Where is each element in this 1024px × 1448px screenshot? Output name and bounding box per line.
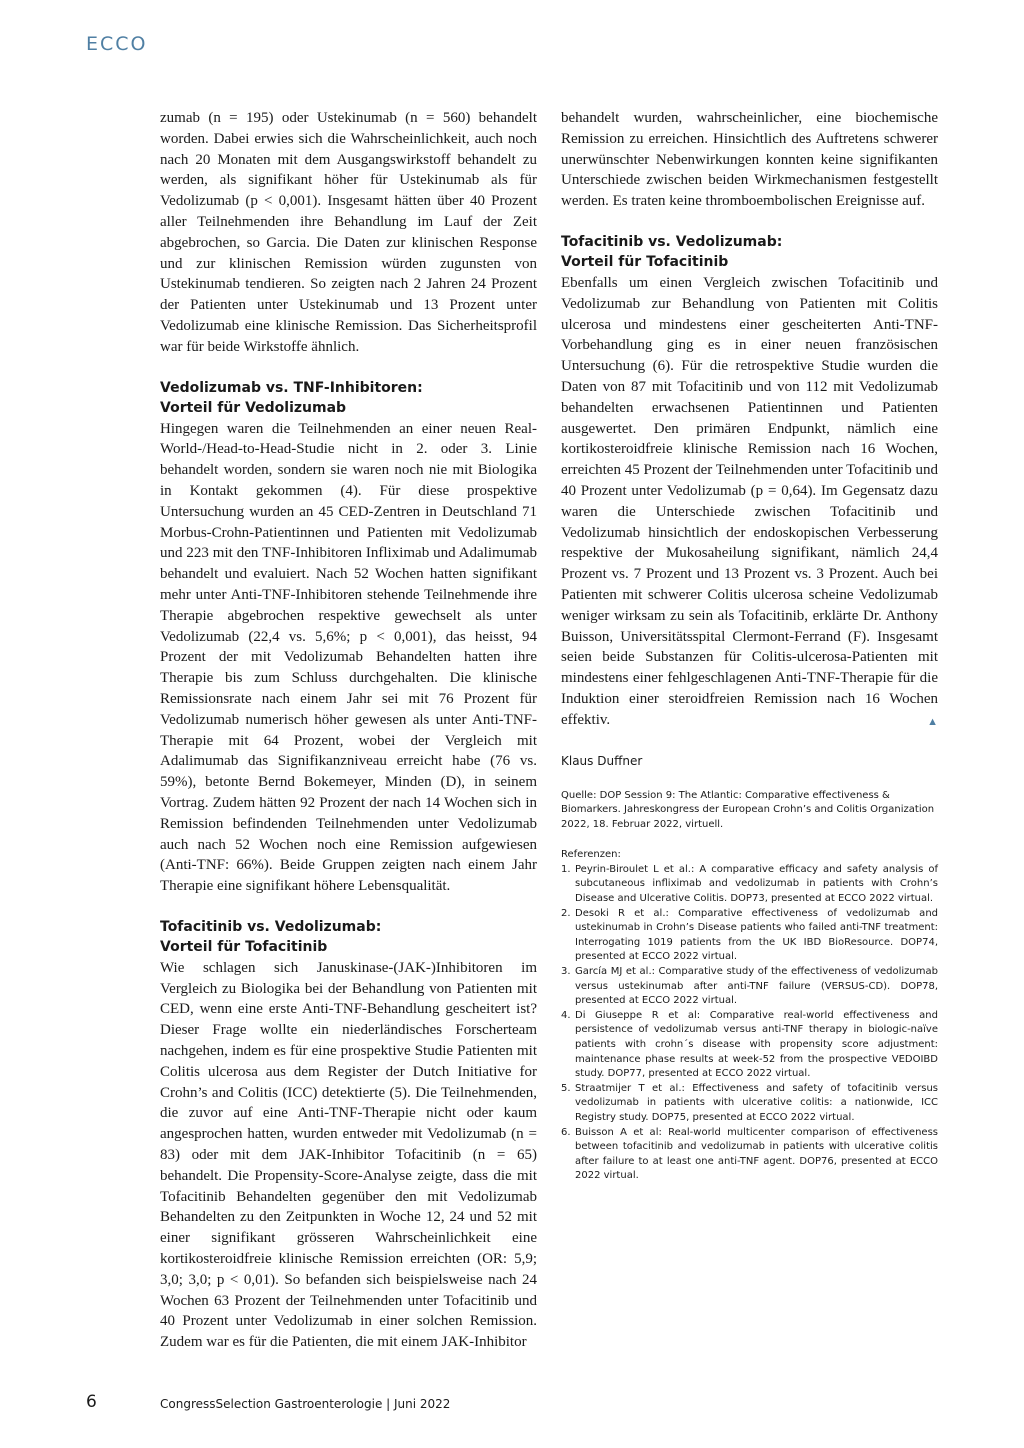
heading-line: Vorteil für Vedolizumab <box>160 400 347 417</box>
reference-item <box>561 1082 938 1126</box>
reference-text: Buisson A et al: Real-world multicenter comparison of effectiveness between tofacitinib and vedolizumab in patients with ulcerative colitis after failure to at least one anti-TNF agent. DOP76, presented at ECCO 2022 virtual. <box>575 1126 938 1182</box>
section-body-tofacitinib-vs-vedolizumab-2 <box>561 273 938 731</box>
section-body-vedolizumab-vs-tnf: Hingegen waren die Teilnehmenden an einer neuen Real-World-/Head-to-Head-Studie nicht in 2. oder 3. Linie behandelt worden, sondern sie waren noch nie mit Biologika in Kontakt gekommen (4). Für diese prospektive Untersuchung wurden an 45 CED-Zentren in Deutschland 71 Morbus-Crohn-Patientinnen und Patienten mit Vedolizumab und 223 mit den TNF-Inhibitoren Infliximab und Adalimumab behandelt und evaluiert. Nach 52 Wochen hatten signifikant mehr unter Anti-TNF-Inhibitoren stehende Teilnehmende ihre Therapie abgebrochen respektive gewechselt als unter Vedolizumab (22,4 vs. 5,6%; p < 0,001), das heisst, 94 Prozent der mit Vedolizumab Behandelten hatten ihre Therapie bis zum Schluss durchgehalten. Die klinische Remissionsrate nach einem Jahr sei mit 76 Prozent für Vedolizumab numerisch höher gewesen als unter Anti-TNF-Therapie mit 64 Prozent, wobei der Vergleich mit Adalimumab das Signifikanzniveau erreicht habe (76 vs. 59%), betonte Bernd Bokemeyer, Minden (D), in seinem Vortrag. Zudem hätten 92 Prozent der nach 14 Wochen sich in Remission befindenden Teilnehmenden unter Vedolizumab auch nach 52 Wochen noch eine Remission aufgewiesen (Anti-TNF: 66%). Beide Gruppen zeigten nach einem Jahr Therapie eine signifikant höhere Lebensqualität. <box>160 420 537 895</box>
heading-line: Vorteil für Tofacitinib <box>160 939 328 956</box>
end-mark-triangle-icon: ▲ <box>927 715 938 728</box>
source-note: Quelle: DOP Session 9: The Atlantic: Comparative effectiveness & Biomarkers. Jahreskongress der European Crohn’s and Colitis Organization 2022, 18. Februar 2022, virtuell. <box>561 789 935 830</box>
reference-text: García MJ et al.: Comparative study of the effectiveness of vedolizumab versus ustekinumab after anti-TNF failure (VERSUS-CD). DOP78, presented at ECCO 2022 virtual. <box>575 966 938 1007</box>
reference-number: 5. <box>561 1082 571 1094</box>
reference-text: Peyrin-Biroulet L et al.: A comparative efficacy and safety analysis of subcutaneous infliximab and vedolizumab in patients with Crohn’s Disease and Ulcerative Colitis. DOP73, presented at ECCO 2022 virtual. <box>575 863 938 905</box>
running-head: ECCO <box>86 33 148 55</box>
heading-line: Vorteil für Tofacitinib <box>561 254 729 271</box>
right-column <box>561 108 938 1184</box>
footer-publication: CongressSelection Gastroenterologie | Juni 2022 <box>160 1397 451 1411</box>
reference-item <box>561 907 938 965</box>
reference-item <box>561 1126 938 1184</box>
reference-item <box>561 1009 938 1082</box>
author: Klaus Duffner <box>561 753 643 768</box>
section-body-tofacitinib-vs-vedolizumab-1: Wie schlagen sich Januskinase-(JAK-)Inhibitoren im Vergleich zu Biologika bei der Behandlung von Patienten mit CED, wenn eine erste Anti-TNF-Behandlung gescheitert ist? Dieser Frage wollte ein niederländisches Forscherteam nachgehen, indem es für eine prospektive Studie Patienten mit Colitis ulcerosa aus dem Register der Dutch Initiative for Crohn’s and Colitis (ICC) detektierte (5). Die Teilnehmenden, die zuvor auf eine Anti-TNF-Therapie nicht oder kaum angesprochen hatten, wurden entweder mit Vedolizumab (n = 83) oder mit dem JAK-Inhibitor Tofacitinib (n = 65) behandelt. Die Propensity-Score-Analyse zeigte, dass die mit Tofacitinib Behandelten gegenüber den mit Vedolizumab Behandelten zu den Zeitpunkten in Woche 12, 24 und 52 mit einer signifikant grösseren Wahrscheinlichkeit eine kortikosteroidfreie klinische Remission erreichten (OR: 5,9; 3,0; 3,0; p < 0,01). So befanden sich beispielsweise nach 24 Wochen 63 Prozent der Teilnehmenden unter Tofacitinib und 40 Prozent unter Vedolizumab in einer solchen Remission. Zudem war es für die Patienten, die mit einem JAK-Inhibitor <box>160 959 537 1351</box>
intro-paragraph: zumab (n = 195) oder Ustekinumab (n = 560) behandelt worden. Dabei erwies sich die Wahrscheinlichkeit, auch noch nach 20 Monaten mit dem Ausgangswirkstoff behandelt zu werden, als signifikant höher für Ustekinumab als für Vedolizumab (p < 0,001). Insgesamt hätten über 40 Prozent aller Teilnehmenden ihre Behandlung im Lauf der Zeit abgebrochen, so Garcia. Die Daten zur klinischen Response und zur klinischen Remission würden zugunsten von Ustekinumab tendieren. So zeigten nach 2 Jahren 24 Prozent der Patienten unter Ustekinumab und 13 Prozent unter Vedolizumab eine klinische Remission. Das Sicherheitsprofil war für beide Wirkstoffe ähnlich. <box>160 110 537 355</box>
reference-item <box>561 965 938 1009</box>
reference-text: Desoki R et al.: Comparative effectiveness of vedolizumab and ustekinumab in Crohn’s Disease patients who failed anti-TNF treatment: Interrogating 1019 patients from the UK IBD BioResource. DOP74, presented at ECCO 2022 virtual. <box>575 907 938 963</box>
left-column <box>160 108 537 1353</box>
section-heading-tofacitinib-vs-vedolizumab-2 <box>561 232 938 273</box>
reference-item <box>561 863 938 907</box>
references-heading: Referenzen: <box>561 849 621 861</box>
reference-number: 6. <box>561 1126 571 1138</box>
reference-text: Di Giuseppe R et al: Comparative real-world effectiveness and persistence of vedolizumab versus anti-TNF therapy in biologic-naïve patients with crohn´s disease with propensity score adjustment: maintenance phase results at week-52 from the prospective VEDOIBD study. DOP77, presented at ECCO 2022 virtual. <box>575 1009 938 1080</box>
continuation-paragraph: behandelt wurden, wahrscheinlicher, eine biochemische Remission zu erreichen. Hinsichtlich des Auftretens schwerer unerwünschter Nebenwirkungen konnten keine signifikanten Unterschiede zwischen beiden Wirkmechanismen festgestellt werden. Es traten keine thromboembolischen Ereignisse auf. <box>561 110 938 210</box>
reference-number: 1. <box>561 863 571 875</box>
section-heading-tofacitinib-vs-vedolizumab-1 <box>160 917 537 958</box>
reference-number: 3. <box>561 966 571 978</box>
reference-text: Straatmijer T et al.: Effectiveness and safety of tofacitinib versus vedolizumab in patients with ulcerative colitis: a nationwide, ICC Registry study. DOP75, presented at ECCO 2022 virtual. <box>575 1082 938 1123</box>
heading-line: Tofacitinib vs. Vedolizumab: <box>160 918 382 935</box>
section-body-text: Ebenfalls um einen Vergleich zwischen Tofacitinib und Vedolizumab zur Behandlung von Patienten mit Colitis ulcerosa und mindestens einer gescheiterten Anti-TNF-Vorbehandlung ging es in einer neuen französischen Untersuchung (6). Für die retrospektive Studie wurden die Daten von 87 mit Tofacitinib und von 112 mit Vedolizumab behandelten erwachsenen Patientinnen und Patienten ausgewertet. Den primären Endpunkt, nämlich eine kortikosteroidfreie klinische Remission nach 16 Wochen, erreichten 45 Prozent der Teilnehmenden unter Tofacitinib und 40 Prozent unter Vedolizumab (p = 0,64). Im Gegensatz dazu waren die Unterschiede zwischen Tofacitinib und Vedolizumab hinsichtlich der endoskopischen Verbesserung respektive der Mukosaheilung signifikant, nämlich 24,4 Prozent vs. 7 Prozent und 13 Prozent vs. 3 Prozent. Auch bei Patienten mit schwerer Colitis ulcerosa scheine Vedolizumab weniger wirksam zu sein als Tofacitinib, erklärte Dr. Anthony Buisson, Universitätsspital Clermont-Ferrand (F). Insgesamt seien beide Substanzen für Colitis-ulcerosa-Patienten mit mindestens einer fehlgeschlagenen Anti-TNF-Therapie für die Induktion einer steroidfreien Remission nach 16 Wochen effektiv. <box>561 274 938 728</box>
heading-line: Vedolizumab vs. TNF-Inhibitoren: <box>160 379 423 396</box>
references-list <box>561 863 938 1184</box>
reference-number: 4. <box>561 1009 571 1021</box>
reference-number: 2. <box>561 907 571 919</box>
section-heading-vedolizumab-vs-tnf <box>160 378 537 419</box>
page-number: 6 <box>86 1392 97 1412</box>
heading-line: Tofacitinib vs. Vedolizumab: <box>561 233 783 250</box>
